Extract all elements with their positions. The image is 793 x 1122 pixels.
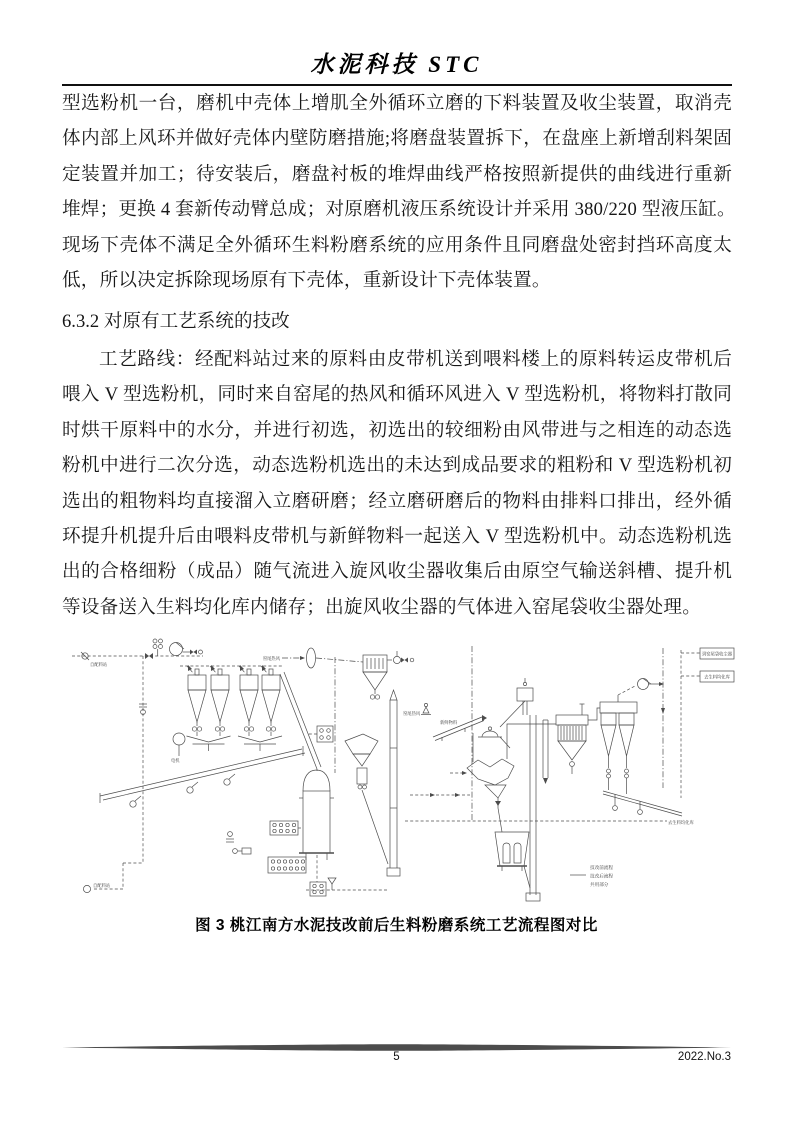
legend-item: 技改前流程 — [590, 865, 613, 870]
hot-gas-riser — [543, 720, 548, 784]
weigh-feeder — [478, 727, 510, 748]
to-homo-silo-label: 去生料均化库 — [704, 674, 730, 680]
bucket-elevator-left — [387, 690, 400, 876]
vertical-mill-right — [495, 832, 530, 888]
hot-gas-right-label: 窑尾热风 — [403, 711, 421, 716]
cyclone — [188, 669, 206, 736]
footer-rule — [62, 1044, 732, 1051]
body-line: 低，所以决定拆除现场原有下壳体，重新设计下壳体装置。 — [62, 269, 551, 291]
body-line: 现场下壳体不满足全外循环生料粉磨系统的应用条件且同磨盘处密封挡环高度太 — [62, 234, 732, 256]
circulation-fan — [170, 643, 203, 656]
bag-filter-left — [363, 651, 414, 699]
system-fan-right — [618, 679, 664, 696]
diagram-legend — [570, 864, 613, 888]
fresh-material-label: 新鲜物料 — [440, 720, 458, 725]
page-number: 5 — [393, 1051, 400, 1063]
cyclone — [211, 669, 229, 736]
motor — [171, 733, 185, 764]
hot-gas-stand-right — [403, 703, 431, 717]
exhaust-lines — [661, 648, 734, 798]
body-line: 时烘干原料中的水分，并进行初选，初选出的较细粉由风带进与之相连的动态选 — [62, 419, 732, 441]
body-line: 环提升机提升后由喂料皮带机与新鲜物料一起送入 V 型选粉机中。动态选粉机选 — [62, 525, 732, 547]
v-separator-left — [345, 734, 388, 864]
recycle-dashed-pipe — [83, 656, 147, 893]
body-line: 定装置并加工；待安装后，磨盘衬板的堆焊曲线严格按照新提供的曲线进行重新 — [62, 163, 732, 185]
body-line: 工艺路线：经配料站过来的原料由皮带机送到喂料楼上的原料转运皮带机后 — [99, 349, 732, 370]
journal-title: 水泥科技 STC — [310, 52, 483, 77]
legend-item: 共用部分 — [590, 882, 609, 887]
legend-item: 技改后流程 — [590, 873, 613, 879]
hot-gas-left-label: 窑尾热风 — [262, 656, 280, 661]
motor-label: 电机 — [171, 758, 180, 763]
twin-cyclones — [600, 695, 637, 794]
body-line: 型选粉机一台，磨机中壳体上增肌全外循环立磨的下料装置及收尘装置，取消壳 — [62, 93, 732, 114]
paragraph-1 — [62, 86, 736, 298]
to-kiln-bag-filter-label: 到窑尾袋收尘器 — [701, 651, 733, 657]
body-line: 出的合格细粉（成品）随气流进入旋风收尘器收集后由原空气输送斜槽、提升机 — [62, 561, 732, 583]
cyclone — [240, 669, 258, 736]
body-line: 体内部上风环并做好壳体内壁防磨措施;将磨盘装置拆下，在盘座上新增刮料架固 — [62, 128, 732, 150]
misc-symbols — [226, 832, 251, 854]
paragraph-2 — [62, 342, 732, 625]
hot-gas-duct-left — [263, 648, 363, 773]
body-line: 选出的粗物料均直接溜入立磨研磨；经立磨研磨后的物料由排料口排出，经外循 — [62, 490, 732, 512]
instrument-cluster — [153, 639, 163, 656]
feed-belt-conveyor — [100, 746, 305, 807]
body-line: 堆焊；更换 4 套新传动臂总成；对原磨机液压系统设计并采用 380/220 型液压缸。 — [62, 199, 736, 221]
process-flow-diagram — [70, 638, 735, 908]
body-line: 喂入 V 型选粉机，同时来自窑尾的热风和循环风进入 V 型选粉机，将物料打散同 — [62, 384, 732, 406]
nozzle-banks — [268, 726, 388, 896]
figure-caption: 图 3 桃江南方水泥技改前后生料粉磨系统工艺流程图对比 — [195, 917, 598, 934]
issue-number: 2022.No.3 — [677, 1051, 731, 1063]
vertical-mill-tower — [299, 769, 334, 860]
body-line: 粉机中进行二次分选，动态选粉机选出的未达到成品要求的粗粉和 V 型选粉机初 — [62, 455, 732, 477]
feed-bottom-label: 自配料站 — [93, 883, 111, 888]
separator-bag-unit — [556, 704, 600, 774]
cyclone — [262, 669, 280, 736]
bucket-elevator-right — [500, 678, 540, 901]
body-line: 等设备送入生料均化库内储存；出旋风收尘器的气体进入窑尾袋收尘器处理。 — [62, 596, 701, 618]
section-heading: 6.3.2 对原有工艺系统的技改 — [62, 311, 290, 332]
airslide-dest-label: 去生料均化库 — [668, 820, 694, 825]
cyclone-group — [188, 669, 280, 736]
feed-chute-left — [280, 672, 321, 769]
raw-feed-inlet-line — [72, 652, 203, 668]
distributor-group — [187, 736, 283, 751]
feed-top-label: 自配料站 — [90, 662, 108, 667]
